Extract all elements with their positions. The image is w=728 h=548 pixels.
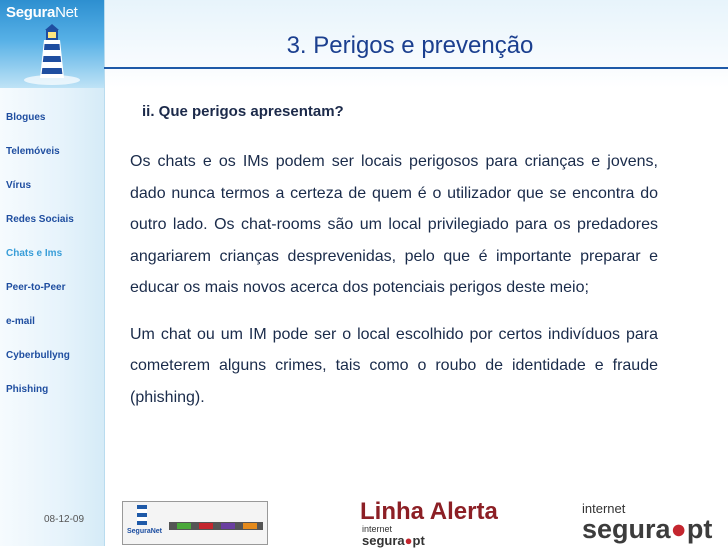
sidebar-item-virus[interactable]: Vírus — [6, 180, 32, 191]
paragraph: Um chat ou um IM pode ser o local escolhido por certos indivíduos para cometerem alguns crimes, tais como o roubo de identidade e fraude (phishing). — [130, 325, 658, 406]
sidebar-nav — [6, 112, 102, 418]
seguranet-banner[interactable] — [122, 501, 268, 545]
banner-button-green — [177, 523, 191, 529]
lighthouse-icon — [22, 22, 82, 86]
section-heading: ii. Que perigos apresentam? — [142, 103, 344, 120]
slide-date: 08-12-09 — [44, 514, 85, 525]
sidebar-item-cyberbullyng[interactable]: Cyberbullyng — [6, 350, 70, 361]
seguranet-logo[interactable] — [0, 0, 104, 88]
sidebar-item-redes-sociais[interactable]: Redes Sociais — [6, 214, 74, 225]
banner-brand: SeguraNet — [127, 528, 163, 535]
sidebar-item-e-mail[interactable]: e-mail — [6, 316, 35, 327]
title-divider — [104, 67, 728, 69]
sidebar-item-phishing[interactable]: Phishing — [6, 384, 49, 395]
lighthouse-icon — [137, 505, 147, 525]
linha-alerta-logo[interactable]: Linha Alerta internet segura●pt — [360, 498, 498, 548]
banner-button-orange — [243, 523, 257, 529]
banner-button-purple — [221, 523, 235, 529]
sidebar-item-chats-e-ims[interactable]: Chats e Ims — [6, 248, 63, 259]
banner-button-red — [199, 523, 213, 529]
internet-segura-logo[interactable]: internet segura●pt — [582, 501, 713, 544]
sidebar-item-peer-to-peer[interactable]: Peer-to-Peer — [6, 282, 66, 293]
logo-text: SeguraNet — [6, 4, 78, 21]
sidebar-item-telemoveis[interactable]: Telemóveis — [6, 146, 60, 157]
paragraph: Os chats e os IMs podem ser locais perigosos para crianças e jovens, dado nunca termos a certeza de quem é o utilizador que se encontra do outro lado. Os chat-rooms são um local privilegiado para os predadores angariarem crianças desprevenidas, pelo que é importante preparar e educar os mais novos acerca dos potenciais perigos deste meio; — [130, 153, 658, 296]
content-body — [130, 146, 658, 428]
page-title: 3. Perigos e prevenção — [286, 32, 534, 59]
sidebar-item-blogues[interactable]: Blogues — [6, 112, 46, 123]
